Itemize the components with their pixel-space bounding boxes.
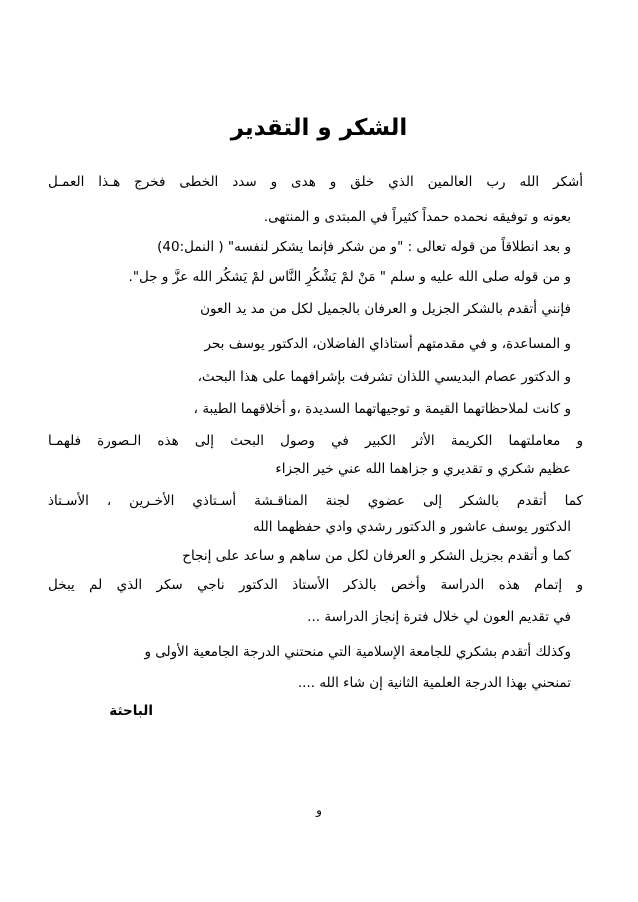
author-signature: الباحثة xyxy=(109,703,153,719)
paragraph-line-17: تمنحني بهذا الدرجة العلمية الثانية إن شاء الله .... xyxy=(297,675,571,691)
paragraph-line-11: كما أتقدم بالشكر إلى عضوي لجنة المناقـشة أسـتاذي الأخـرين ، الأسـتاذ xyxy=(48,493,583,509)
paragraph-line-10: عظيم شكري و تقديري و جزاهما الله عني خير الجزاء xyxy=(275,461,571,477)
paragraph-line-15: في تقديم العون لي خلال فترة إنجاز الدراسة ... xyxy=(307,609,571,625)
paragraph-line-5: فإنني أتقدم بالشكر الجزيل و العرفان بالجميل لكل من مد يد العون xyxy=(200,301,571,317)
paragraph-line-4: و من قوله صلى الله عليه و سلم " مَنْ لمْ يَشْكُرِ النَّاس لمْ يَشكُر الله عزَّ و جل". xyxy=(128,269,571,285)
paragraph-line-8: و كانت لملاحظاتهما القيمة و توجيهاتهما السديدة ،و أخلاقهما الطيبة ، xyxy=(193,401,571,417)
paragraph-line-16: وكذلك أتقدم بشكري للجامعة الإسلامية التي منحتني الدرجة الجامعية الأولى و xyxy=(144,644,571,660)
paragraph-line-14: و إتمام هذه الدراسة وأخص بالذكر الأستاذ الدكتور ناجي سكر الذي لم يبخل xyxy=(48,577,583,593)
paragraph-line-6: و المساعدة، و في مقدمتهم أستاذاي الفاضلان، الدكتور يوسف بحر xyxy=(204,336,571,352)
paragraph-line-1: أشكر الله رب العالمين الذي خلق و هدى و سدد الخطى فخرج هـذا العمـل xyxy=(48,174,583,190)
paragraph-line-7: و الدكتور عصام البديسي اللذان تشرفت بإشرافهما على هذا البحث، xyxy=(197,369,571,385)
page-number: و xyxy=(316,803,322,817)
paragraph-line-13: كما و أتقدم بجزيل الشكر و العرفان لكل من ساهم و ساعد على إنجاح xyxy=(182,548,571,564)
paragraph-line-3: و بعد انطلاقاً من قوله تعالى : "و من شكر فإنما يشكر لنفسه" ( النمل:40) xyxy=(157,239,571,255)
page-title: الشكر و التقدير xyxy=(230,115,408,141)
paragraph-line-12: الدكتور يوسف عاشور و الدكتور رشدي وادي حفظهما الله xyxy=(252,519,571,535)
paragraph-line-9: و معاملتهما الكريمة الأثر الكبير في وصول البحث إلى هذه الـصورة فلهمـا xyxy=(48,433,583,449)
paragraph-line-2: بعونه و توفيقه نحمده حمداً كثيراً في المبتدى و المنتهى. xyxy=(263,209,571,225)
